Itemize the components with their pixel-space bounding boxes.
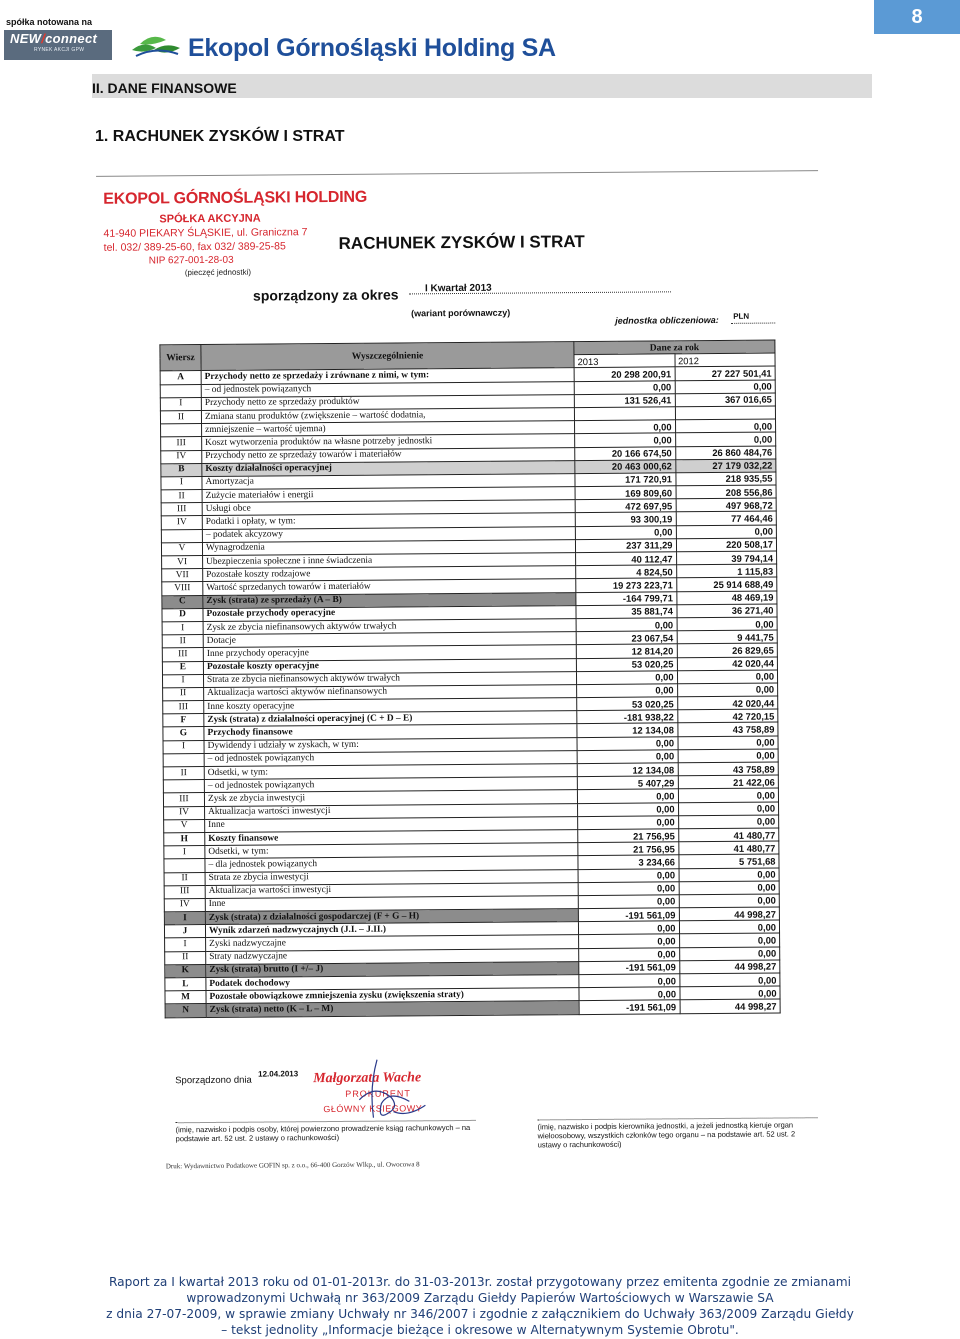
row-code: III bbox=[164, 885, 205, 899]
row-value-2013: 0,00 bbox=[575, 420, 676, 434]
row-value-2012: 43 758,89 bbox=[678, 762, 779, 776]
row-value-2013: 0,00 bbox=[579, 934, 680, 948]
row-value-2012: 0,00 bbox=[677, 736, 778, 750]
row-value-2013: 472 697,95 bbox=[575, 499, 676, 513]
row-code: I bbox=[164, 912, 205, 926]
row-value-2013: 0,00 bbox=[577, 789, 678, 803]
row-code: G bbox=[163, 727, 204, 741]
row-code: II bbox=[161, 490, 202, 504]
row-value-2013: 0,00 bbox=[578, 895, 679, 909]
row-code bbox=[160, 384, 201, 398]
row-description: Przychody netto ze sprzedaży produktów bbox=[201, 394, 574, 410]
row-value-2013: 12 134,08 bbox=[577, 723, 678, 737]
row-value-2012: 26 860 484,76 bbox=[675, 446, 776, 460]
row-value-2013: 19 273 223,71 bbox=[576, 578, 677, 592]
page-number-badge: 8 bbox=[874, 0, 960, 34]
row-value-2013: 0,00 bbox=[579, 947, 680, 961]
signer-title-stamp: GŁÓWNY KSIĘGOWY bbox=[323, 1103, 423, 1115]
row-description: – podatek akcyzowy bbox=[202, 526, 575, 542]
row-description: zmniejszenie – wartość ujemna) bbox=[202, 421, 575, 437]
row-value-2013 bbox=[574, 407, 675, 421]
row-code: V bbox=[164, 819, 205, 833]
income-statement-table bbox=[159, 340, 780, 1018]
row-code: I bbox=[163, 740, 204, 754]
col-header-year-2012: 2012 bbox=[674, 353, 775, 367]
scanned-income-statement bbox=[100, 175, 822, 1175]
row-value-2012: 0,00 bbox=[679, 986, 780, 1000]
row-description: Koszty finansowe bbox=[205, 830, 578, 846]
table-body bbox=[160, 366, 780, 1017]
row-code bbox=[163, 753, 204, 767]
row-description: Usługi obce bbox=[202, 500, 575, 516]
row-description: Podatek dochodowy bbox=[206, 975, 579, 991]
row-value-2012: 218 935,55 bbox=[675, 472, 776, 486]
footer-line-4: – tekst jednolity „Informacje bieżące i okresowe w Alternatywnym Systemie Obrotu". bbox=[221, 1323, 739, 1337]
row-value-2012: 0,00 bbox=[677, 670, 778, 684]
row-description: – od jednostek powiązanych bbox=[204, 750, 577, 766]
row-description: Strata ze zbycia niefinansowych aktywów trwałych bbox=[203, 671, 576, 687]
row-value-2013: 21 756,95 bbox=[578, 829, 679, 843]
signer-name-stamp: Małgorzata Wache bbox=[313, 1070, 422, 1087]
row-code: I bbox=[162, 621, 203, 635]
row-value-2013: 35 881,74 bbox=[576, 605, 677, 619]
stamp-company: EKOPOL GÓRNOŚLĄSKI HOLDING bbox=[103, 188, 368, 208]
footer-line-1: Raport za I kwartał 2013 roku od 01-01-2013r. do 31-03-2013r. został przygotowany przez emitenta zgodnie ze zmianami bbox=[108, 1275, 852, 1289]
row-description: Dotacje bbox=[203, 632, 576, 648]
row-value-2012: 0,00 bbox=[679, 894, 780, 908]
row-value-2012: 27 227 501,41 bbox=[675, 366, 776, 380]
row-description: Zyski nadzwyczajne bbox=[206, 935, 579, 951]
row-value-2012: 0,00 bbox=[677, 683, 778, 697]
row-value-2012: 0,00 bbox=[676, 525, 777, 539]
row-value-2013: 20 166 674,50 bbox=[575, 446, 676, 460]
row-description: Ubezpieczenia społeczne i inne świadczenia bbox=[203, 553, 576, 569]
row-value-2013: -191 561,09 bbox=[578, 908, 679, 922]
row-code: III bbox=[163, 793, 204, 807]
period-value: I Kwartał 2013 bbox=[424, 282, 492, 295]
col-header-desc: Wyszczególnienie bbox=[201, 342, 574, 371]
row-code: IV bbox=[164, 898, 205, 912]
badge-sub-text: RYNEK AKCJI GPW bbox=[34, 47, 85, 53]
row-value-2012: 43 758,89 bbox=[677, 722, 778, 736]
scan-content bbox=[96, 172, 826, 1178]
row-code: H bbox=[164, 832, 205, 846]
row-description: Aktualizacja wartości aktywów niefinansowych bbox=[204, 684, 577, 700]
row-value-2013: 0,00 bbox=[576, 670, 677, 684]
row-description: Zysk (strata) z działalności gospodarczej (F + G – H) bbox=[205, 909, 578, 925]
stamp-phone: tel. 032/ 389-25-60, fax 032/ 389-25-85 bbox=[103, 240, 286, 254]
col-header-year-2013: 2013 bbox=[574, 354, 675, 368]
row-description: Strata ze zbycia inwestycji bbox=[205, 869, 578, 885]
row-code: D bbox=[162, 608, 203, 622]
accountant-caption: (imię, nazwisko i podpis osoby, której powierzono prowadzenie ksiąg rachunkowych – na podstawie art. 52 ust. 2 ustawy o rachunkowości) bbox=[176, 1120, 476, 1143]
ekopol-leaf-logo-icon bbox=[130, 28, 182, 64]
row-code: VII bbox=[162, 569, 203, 583]
row-value-2013: 3 234,66 bbox=[578, 855, 679, 869]
section-title: II. DANE FINANSOWE bbox=[92, 80, 237, 96]
income-statement-table-wrap bbox=[159, 340, 780, 1018]
row-description: Dywidendy i udziały w zyskach, w tym: bbox=[204, 737, 577, 753]
row-code: F bbox=[163, 714, 204, 728]
badge-top-text: spółka notowana na bbox=[6, 17, 93, 27]
row-description: Odsetki, w tym: bbox=[205, 843, 578, 859]
badge-logo-text: NEW/connect bbox=[10, 31, 98, 46]
row-value-2013: 4 824,50 bbox=[576, 565, 677, 579]
row-value-2013: -191 561,09 bbox=[579, 961, 680, 975]
row-description: Inne przychody operacyjne bbox=[203, 645, 576, 661]
row-value-2013: 0,00 bbox=[578, 921, 679, 935]
col-header-code: Wiersz bbox=[160, 345, 201, 372]
row-value-2013: 0,00 bbox=[579, 974, 680, 988]
stamp-caption: (pieczęć jednostki) bbox=[184, 267, 252, 278]
row-description: Zysk (strata) netto (K – L – M) bbox=[206, 1001, 579, 1017]
row-description: Przychody netto ze sprzedaży i zrównane z nimi, w tym: bbox=[201, 368, 574, 384]
row-value-2012: 1 115,83 bbox=[676, 564, 777, 578]
row-value-2012: 0,00 bbox=[679, 947, 780, 961]
row-value-2012: 0,00 bbox=[675, 419, 776, 433]
row-value-2012: 0,00 bbox=[678, 749, 779, 763]
row-value-2012: 44 998,27 bbox=[679, 960, 780, 974]
scan-top-line bbox=[96, 170, 818, 177]
row-code: I bbox=[160, 397, 201, 411]
row-value-2012: 220 508,17 bbox=[676, 538, 777, 552]
row-value-2013: 0,00 bbox=[574, 380, 675, 394]
row-description: Zysk ze zbycia inwestycji bbox=[204, 790, 577, 806]
row-description: – dla jednostek powiązanych bbox=[205, 856, 578, 872]
row-description: Straty nadzwyczajne bbox=[206, 948, 579, 964]
row-description: Amortyzacja bbox=[202, 473, 575, 489]
row-code: VI bbox=[162, 556, 203, 570]
row-description: Wynagrodzenia bbox=[202, 539, 575, 555]
row-description: Zysk (strata) ze sprzedaży (A – B) bbox=[203, 592, 576, 608]
row-code: A bbox=[160, 371, 201, 385]
row-description: Inne koszty operacyjne bbox=[204, 698, 577, 714]
row-description: Przychody netto ze sprzedaży towarów i materiałów bbox=[202, 447, 575, 463]
subsection-title: 1. RACHUNEK ZYSKÓW I STRAT bbox=[95, 128, 345, 145]
row-code: II bbox=[163, 767, 204, 781]
row-value-2013: 0,00 bbox=[575, 525, 676, 539]
row-value-2012: 0,00 bbox=[678, 788, 779, 802]
row-code: II bbox=[163, 687, 204, 701]
row-description: Zmiana stanu produktów (zwiększenie – wartość dodatnia, bbox=[201, 408, 574, 424]
row-value-2012: 44 998,27 bbox=[679, 907, 780, 921]
row-value-2013: 40 112,47 bbox=[576, 552, 677, 566]
row-description: Przychody finansowe bbox=[204, 724, 577, 740]
row-value-2012: 0,00 bbox=[679, 920, 780, 934]
row-code: I bbox=[161, 476, 202, 490]
row-code: I bbox=[164, 846, 205, 860]
newconnect-badge bbox=[4, 14, 112, 62]
row-value-2013: 131 526,41 bbox=[574, 394, 675, 408]
row-code: I bbox=[165, 938, 206, 952]
row-description: Zużycie materiałów i energii bbox=[202, 487, 575, 503]
row-value-2013: -191 561,09 bbox=[579, 1000, 680, 1014]
row-value-2013: 171 720,91 bbox=[575, 473, 676, 487]
row-value-2012: 27 179 032,22 bbox=[675, 459, 776, 473]
row-description: Podatki i opłaty, w tym: bbox=[202, 513, 575, 529]
row-code: III bbox=[161, 503, 202, 517]
row-value-2012: 41 480,77 bbox=[678, 828, 779, 842]
row-description: Pozostałe obowiązkowe zmniejszenia zysku (zwiększenia straty) bbox=[206, 988, 579, 1004]
stamp-address: 41-940 PIEKARY ŚLĄSKIE, ul. Graniczna 7 bbox=[103, 226, 308, 240]
row-value-2012: 48 469,19 bbox=[676, 591, 777, 605]
signer-role-stamp: PROKURENT bbox=[345, 1088, 411, 1099]
row-value-2013: 0,00 bbox=[578, 816, 679, 830]
company-name: Ekopol Górnośląski Holding SA bbox=[188, 34, 556, 62]
row-value-2013: 0,00 bbox=[578, 802, 679, 816]
row-value-2013: 237 311,29 bbox=[575, 539, 676, 553]
manager-caption: (imię, nazwisko i podpis kierownika jednostki, a jeżeli jednostką kieruje organ wieloosobowy, wszystkich członków tego organu – na podstawie art. 52 ust. 2 ustawy o rachunkowości) bbox=[537, 1117, 817, 1149]
period-label: sporządzony za okres bbox=[252, 286, 399, 304]
row-description: Zysk (strata) brutto (I +/– J) bbox=[206, 961, 579, 977]
row-value-2012: 36 271,40 bbox=[676, 604, 777, 618]
row-value-2013: 0,00 bbox=[579, 987, 680, 1001]
row-description: Inne bbox=[205, 816, 578, 832]
row-code: IV bbox=[161, 516, 202, 530]
row-value-2012: 26 829,65 bbox=[677, 643, 778, 657]
unit-dotted-line bbox=[731, 323, 775, 324]
row-value-2013: 0,00 bbox=[578, 881, 679, 895]
row-value-2012: 41 480,77 bbox=[678, 841, 779, 855]
col-header-data: Dane za rok bbox=[574, 340, 775, 355]
row-value-2013: 5 407,29 bbox=[577, 776, 678, 790]
row-value-2013: 0,00 bbox=[577, 736, 678, 750]
row-description: Koszt wytworzenia produktów na własne potrzeby jednostki bbox=[202, 434, 575, 450]
row-value-2013: 93 300,19 bbox=[575, 512, 676, 526]
row-value-2013: -164 799,71 bbox=[576, 591, 677, 605]
row-code: I bbox=[162, 674, 203, 688]
row-value-2012: 0,00 bbox=[678, 815, 779, 829]
row-value-2013: 53 020,25 bbox=[577, 697, 678, 711]
row-value-2012: 44 998,27 bbox=[680, 999, 781, 1013]
row-value-2012: 25 914 688,49 bbox=[676, 577, 777, 591]
row-value-2013: 21 756,95 bbox=[578, 842, 679, 856]
row-code: E bbox=[162, 661, 203, 675]
row-code: IV bbox=[161, 450, 202, 464]
row-value-2013: 20 463 000,62 bbox=[575, 459, 676, 473]
row-description: Wynik zdarzeń nadzwyczajnych (J.I. – J.II.) bbox=[205, 922, 578, 938]
row-code: II bbox=[162, 635, 203, 649]
row-value-2012: 208 556,86 bbox=[676, 485, 777, 499]
row-value-2012: 42 020,44 bbox=[677, 696, 778, 710]
row-value-2013: 0,00 bbox=[577, 750, 678, 764]
row-description: Inne bbox=[205, 895, 578, 911]
row-value-2013: 0,00 bbox=[576, 618, 677, 632]
row-code: N bbox=[165, 1004, 206, 1018]
unit-label: jednostka obliczeniowa: bbox=[615, 314, 719, 326]
row-code: III bbox=[163, 701, 204, 715]
row-value-2012: 0,00 bbox=[679, 868, 780, 882]
row-value-2012: 497 968,72 bbox=[676, 498, 777, 512]
row-value-2013: -181 938,22 bbox=[577, 710, 678, 724]
row-value-2013: 20 298 200,91 bbox=[574, 367, 675, 381]
row-value-2012: 77 464,46 bbox=[676, 511, 777, 525]
row-code: B bbox=[161, 463, 202, 477]
row-value-2012: 0,00 bbox=[675, 432, 776, 446]
row-code bbox=[164, 859, 205, 873]
unit-value: PLN bbox=[733, 311, 750, 321]
printer-note: Druk: Wydawnictwo Podatkowe GOFIN sp. z o.o., 66-400 Gorzów Wlkp., ul. Owocowa 8 bbox=[165, 1160, 420, 1171]
document-title: RACHUNEK ZYSKÓW I STRAT bbox=[338, 232, 585, 253]
row-value-2013: 0,00 bbox=[577, 684, 678, 698]
row-description: Pozostałe przychody operacyjne bbox=[203, 605, 576, 621]
row-value-2012: 5 751,68 bbox=[678, 854, 779, 868]
page-footer bbox=[0, 1274, 960, 1338]
row-description: – od jednostek powiązanych bbox=[204, 777, 577, 793]
row-value-2012: 0,00 bbox=[679, 881, 780, 895]
row-description: Aktualizacja wartości inwestycji bbox=[205, 882, 578, 898]
variant-label: (wariant porównawczy) bbox=[411, 307, 511, 319]
row-description: Pozostałe koszty operacyjne bbox=[203, 658, 576, 674]
footer-line-3: z dnia 27-07-2009, w sprawie zmiany Uchwały nr 346/2007 i zgodnie z załącznikiem do Uchwały 363/2009 Zarządu Giełdy bbox=[106, 1307, 854, 1321]
row-value-2013: 169 809,60 bbox=[575, 486, 676, 500]
row-code: J bbox=[164, 925, 205, 939]
row-value-2013: 53 020,25 bbox=[576, 657, 677, 671]
row-value-2013: 12 134,08 bbox=[577, 763, 678, 777]
row-description: Aktualizacja wartości inwestycji bbox=[205, 803, 578, 819]
row-value-2012: 0,00 bbox=[677, 617, 778, 631]
row-value-2012: 0,00 bbox=[678, 802, 779, 816]
row-code: C bbox=[162, 595, 203, 609]
row-value-2012: 9 441,75 bbox=[677, 630, 778, 644]
row-code: M bbox=[165, 991, 206, 1005]
stamp-legal-form: SPÓŁKA AKCYJNA bbox=[159, 212, 261, 226]
stamp-nip: NIP 627-001-28-03 bbox=[148, 254, 234, 267]
row-description: Odsetki, w tym: bbox=[204, 764, 577, 780]
row-value-2013: 12 814,20 bbox=[576, 644, 677, 658]
row-code bbox=[161, 424, 202, 438]
footer-line-2: wprowadzonymi Uchwałą nr 363/2009 Zarządu Giełdy Papierów Wartościowych w Warszawie SA bbox=[186, 1291, 774, 1305]
row-value-2013: 0,00 bbox=[575, 433, 676, 447]
row-description: – od jednostek powiązanych bbox=[201, 381, 574, 397]
row-code: II bbox=[160, 410, 201, 424]
row-value-2012: 42 020,44 bbox=[677, 657, 778, 671]
row-description: Koszty działalności operacyjnej bbox=[202, 460, 575, 476]
row-value-2013: 0,00 bbox=[578, 868, 679, 882]
row-code bbox=[161, 529, 202, 543]
row-code: L bbox=[165, 978, 206, 992]
row-value-2012: 21 422,06 bbox=[678, 775, 779, 789]
row-code: V bbox=[161, 542, 202, 556]
row-code: IV bbox=[164, 806, 205, 820]
row-value-2012: 39 794,14 bbox=[676, 551, 777, 565]
signature-date-label: Sporządzono dnia bbox=[175, 1074, 252, 1087]
row-description: Pozostałe koszty rodzajowe bbox=[203, 566, 576, 582]
row-code: II bbox=[165, 951, 206, 965]
row-code: II bbox=[164, 872, 205, 886]
row-value-2013: 23 067,54 bbox=[576, 631, 677, 645]
signature-date: 12.04.2013 bbox=[258, 1069, 299, 1079]
row-value-2012: 42 720,15 bbox=[677, 709, 778, 723]
handwritten-signature-icon bbox=[329, 1057, 440, 1128]
badge-box bbox=[4, 30, 112, 60]
row-code bbox=[163, 780, 204, 794]
row-description: Zysk ze zbycia niefinansowych aktywów trwałych bbox=[203, 619, 576, 635]
row-code: III bbox=[161, 437, 202, 451]
row-value-2012: 0,00 bbox=[679, 973, 780, 987]
row-code: III bbox=[162, 648, 203, 662]
row-value-2012: 367 016,65 bbox=[675, 393, 776, 407]
row-value-2012 bbox=[675, 406, 776, 420]
row-description: Zysk (strata) z działalności operacyjnej (C + D – E) bbox=[204, 711, 577, 727]
row-value-2012: 0,00 bbox=[675, 380, 776, 394]
row-description: Wartość sprzedanych towarów i materiałów bbox=[203, 579, 576, 595]
row-code: K bbox=[165, 964, 206, 978]
row-code: VIII bbox=[162, 582, 203, 596]
row-value-2012: 0,00 bbox=[679, 933, 780, 947]
